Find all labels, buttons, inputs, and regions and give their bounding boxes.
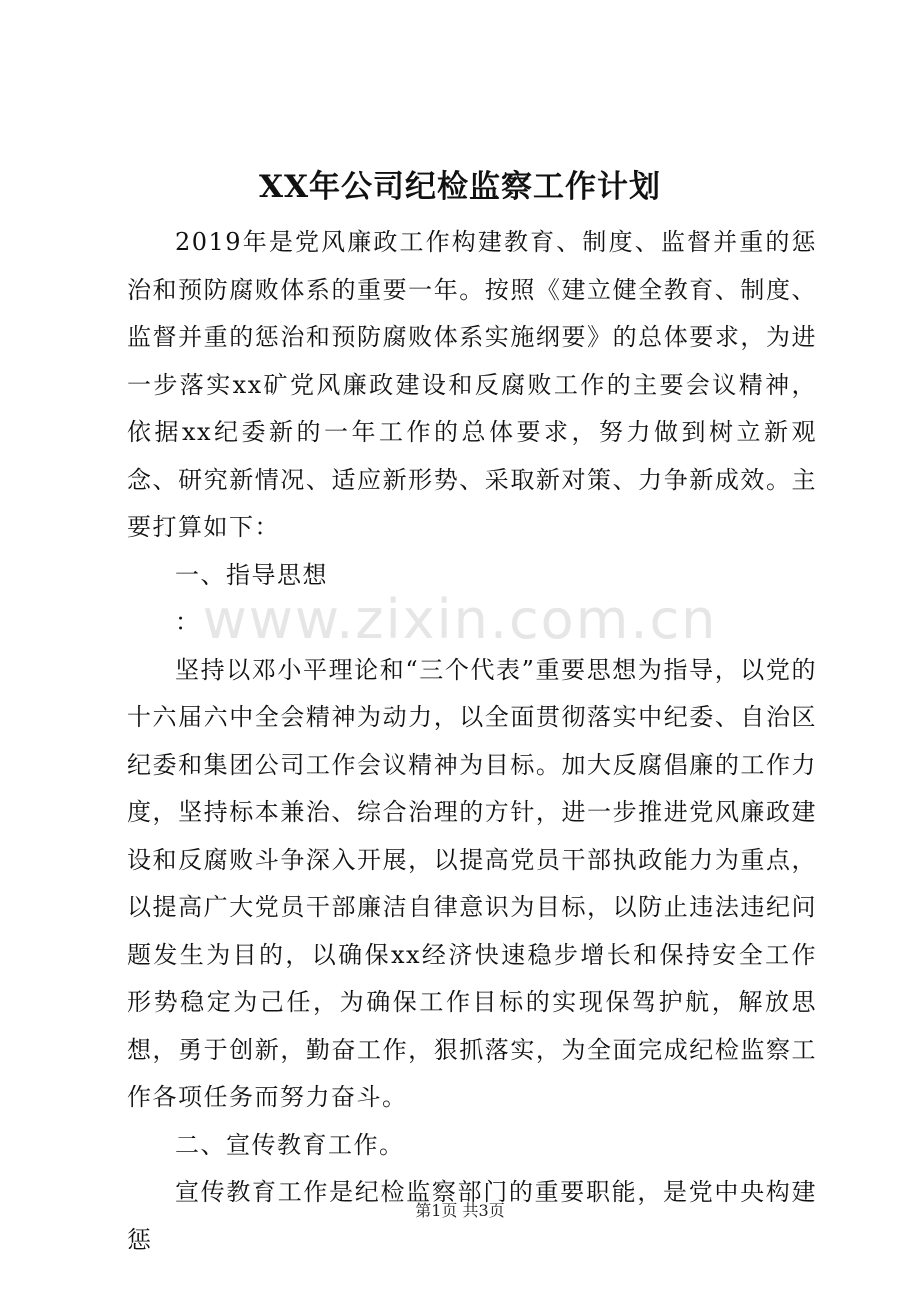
paragraph-colon: ：: [175, 608, 201, 636]
watermark: www.zixin.com.cn: [202, 588, 718, 651]
document-title: XX年公司纪检监察工作计划: [258, 169, 662, 205]
document-body: [127, 219, 817, 1264]
paragraph-intro: 2019年是党风廉政工作构建教育、制度、监督并重的惩治和预防腐败体系的重要一年。按照《建立健全教育、制度、监督并重的惩治和预防腐败体系实施纲要》的总体要求，为进一步落实xx矿党风廉政建设和反腐败工作的主要会议精神，依据xx纪委新的一年工作的总体要求，努力做到树立新观念、研究新情况、适应新形势、采取新对策、力争新成效。主要打算如下：: [127, 228, 817, 541]
section-heading-guiding-ideology: 一、指导思想: [175, 560, 328, 589]
paragraph-guiding-ideology: 坚持以邓小平理论和“三个代表”重要思想为指导，以党的十六届六中全会精神为动力，以全面贯彻落实中纪委、自治区纪委和集团公司工作会议精神为目标。加大反腐倡廉的工作力度，坚持标本兼治、综合治理的方针，进一步推进党风廉政建设和反腐败斗争深入开展，以提高党员干部执政能力为重点，以提高广大党员干部廉洁自律意识为目标，以防止违法违纪问题发生为目的，以确保xx经济快速稳步增长和保持安全工作形势稳定为己任，为确保工作目标的实现保驾护航，解放思想，勇于创新，勤奋工作，狠抓落实，为全面完成纪检监察工作各项任务而努力奋斗。: [127, 655, 817, 1111]
page-footer: 第1页 共3页: [415, 1201, 505, 1220]
paragraph-publicity-education: 宣传教育工作是纪检监察部门的重要职能，是党中央构建惩: [127, 1178, 817, 1254]
section-heading-publicity-education: 二、宣传教育工作。: [175, 1130, 405, 1159]
